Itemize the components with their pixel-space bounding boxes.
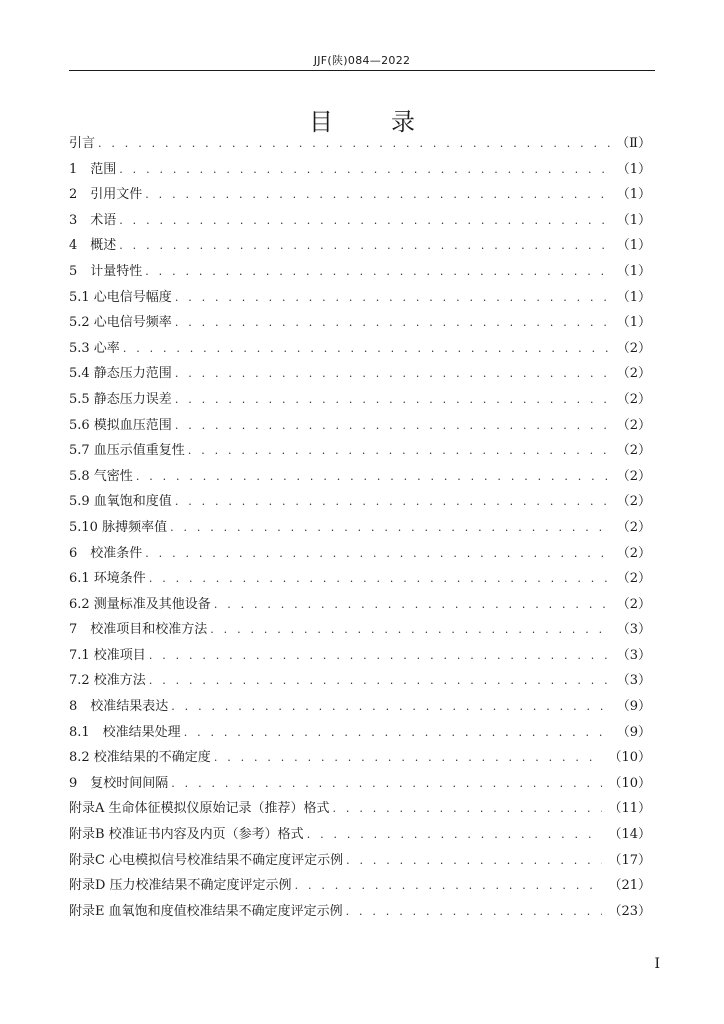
toc-entry-label: 6.1 环境条件	[69, 571, 146, 587]
toc-entry[interactable]	[69, 668, 651, 694]
toc-entry[interactable]	[69, 387, 651, 413]
toc-entry-page: （2）	[616, 596, 651, 612]
toc-leader-dots	[171, 771, 602, 797]
standard-code-header: JJF(陕)084—2022	[313, 54, 411, 67]
toc-leader-dots	[175, 413, 611, 439]
toc-leader-dots	[149, 643, 611, 669]
toc-leader-dots	[149, 668, 611, 694]
toc-entry[interactable]	[69, 771, 651, 797]
toc-entry[interactable]	[69, 720, 651, 746]
toc-entry-label: 附录E 血氧饱和度值校准结果不确定度评定示例	[69, 903, 343, 919]
toc-leader-dots	[119, 233, 610, 259]
toc-entry-label: 9 复校时间间隔	[69, 775, 169, 791]
toc-entry-page: （23）	[608, 903, 651, 919]
toc-entry-page: （9）	[616, 699, 651, 715]
toc-entry-page: （1）	[616, 161, 651, 177]
toc-entry-page: （2）	[616, 545, 651, 561]
toc-entry-label: 8.1 校准结果处理	[69, 724, 181, 740]
toc-entry-page: （Ⅱ）	[616, 136, 651, 151]
toc-entry-label: 4 概述	[69, 238, 117, 254]
toc-entry-label: 5.2 心电信号频率	[69, 315, 172, 331]
toc-entry-page: （9）	[616, 724, 651, 740]
toc-leader-dots	[175, 387, 611, 413]
toc-entry[interactable]	[69, 796, 651, 822]
toc-entry[interactable]	[69, 643, 651, 669]
toc-entry[interactable]	[69, 233, 651, 259]
toc-leader-dots	[149, 566, 611, 592]
toc-entry[interactable]	[69, 336, 651, 362]
toc-entry[interactable]	[69, 592, 651, 618]
toc-entry-page: （3）	[616, 622, 651, 638]
toc-entry-label: 5.1 心电信号幅度	[69, 289, 172, 305]
toc-leader-dots	[346, 848, 602, 874]
toc-entry-label: 7.2 校准方法	[69, 673, 146, 689]
toc-leader-dots	[175, 361, 611, 387]
toc-entry-label: 5.8 气密性	[69, 468, 133, 484]
toc-entry[interactable]	[69, 208, 651, 234]
toc-entry-label: 5.10 脉搏频率值	[69, 519, 168, 535]
toc-entry[interactable]	[69, 259, 651, 285]
toc-entry-label: 附录D 压力校准结果不确定度评定示例	[69, 878, 292, 894]
toc-entry-label: 8 校准结果表达	[69, 699, 169, 715]
toc-entry[interactable]	[69, 157, 651, 183]
toc-leader-dots	[210, 617, 610, 643]
toc-entry-page: （2）	[616, 340, 651, 356]
toc-leader-dots	[175, 310, 611, 336]
toc-entry[interactable]	[69, 489, 651, 515]
toc-entry-page: （17）	[608, 852, 651, 868]
toc-leader-dots	[145, 182, 610, 208]
toc-leader-dots	[333, 796, 603, 822]
toc-entry-label: 2 引用文件	[69, 187, 143, 203]
toc-entry-page: （1）	[616, 289, 651, 305]
toc-entry-page: （1）	[616, 212, 651, 228]
toc-entry-label: 5.5 静态压力误差	[69, 391, 172, 407]
toc-leader-dots	[119, 208, 610, 234]
toc-entry-label: 附录A 生命体征模拟仪原始记录（推荐）格式	[69, 801, 330, 817]
toc-entry-page: （2）	[616, 468, 651, 484]
toc-entry-page: （10）	[608, 775, 651, 791]
toc-entry[interactable]	[69, 822, 651, 848]
toc-entry[interactable]	[69, 131, 651, 157]
toc-leader-dots	[119, 157, 610, 183]
toc-leader-dots	[145, 541, 610, 567]
toc-entry-label: 5.7 血压示值重复性	[69, 443, 185, 459]
toc-entry-page: （3）	[616, 647, 651, 663]
toc-entry-label: 7 校准项目和校准方法	[69, 622, 208, 638]
toc-entry-page: （2）	[616, 366, 651, 382]
toc-leader-dots	[307, 822, 603, 848]
toc-entry[interactable]	[69, 617, 651, 643]
toc-entry-label: 附录C 心电模拟信号校准结果不确定度评定示例	[69, 852, 344, 868]
toc-entry-label: 5.4 静态压力范围	[69, 366, 172, 382]
toc-leader-dots	[184, 720, 611, 746]
toc-leader-dots	[175, 489, 611, 515]
toc-leader-dots	[136, 464, 611, 490]
header-divider	[69, 70, 655, 71]
toc-entry-label: 8.2 校准结果的不确定度	[69, 750, 211, 766]
toc-leader-dots	[214, 745, 603, 771]
toc-entry-label: 5.9 血氧饱和度值	[69, 494, 172, 510]
toc-entry[interactable]	[69, 515, 651, 541]
toc-entry-page: （21）	[608, 878, 651, 894]
toc-entry-page: （10）	[608, 750, 651, 766]
toc-leader-dots	[98, 131, 610, 157]
toc-entry-page: （2）	[616, 391, 651, 407]
toc-leader-dots	[175, 285, 611, 311]
toc-leader-dots	[123, 336, 611, 362]
toc-entry[interactable]	[69, 413, 651, 439]
toc-entry-label: 引言	[69, 136, 96, 151]
toc-entry-label: 5 计量特性	[69, 263, 143, 279]
toc-leader-dots	[188, 438, 611, 464]
toc-entry[interactable]	[69, 361, 651, 387]
toc-entry-page: （1）	[616, 187, 651, 203]
toc-leader-dots	[170, 515, 611, 541]
toc-entry[interactable]	[69, 899, 651, 925]
page-title: 目录	[309, 108, 473, 137]
toc-entry[interactable]	[69, 438, 651, 464]
toc-entry-page: （11）	[608, 801, 651, 817]
toc-leader-dots	[214, 592, 611, 618]
toc-entry-page: （2）	[616, 417, 651, 433]
toc-entry[interactable]	[69, 694, 651, 720]
toc-leader-dots	[295, 873, 603, 899]
toc-entry-label: 6 校准条件	[69, 545, 143, 561]
toc-entry[interactable]	[69, 848, 651, 874]
toc-leader-dots	[346, 899, 603, 925]
toc-entry[interactable]	[69, 566, 651, 592]
toc-entry-page: （14）	[608, 827, 651, 843]
toc-entry[interactable]	[69, 182, 651, 208]
toc-entry-label: 1 范围	[69, 161, 117, 177]
toc-entry[interactable]	[69, 745, 651, 771]
toc-entry-page: （3）	[616, 673, 651, 689]
toc-entry-page: （1）	[616, 238, 651, 254]
toc-entry-page: （1）	[616, 315, 651, 331]
toc-entry-label: 附录B 校准证书内容及内页（参考）格式	[69, 827, 304, 843]
toc-entry[interactable]	[69, 541, 651, 567]
toc-entry-page: （1）	[616, 263, 651, 279]
toc-leader-dots	[145, 259, 610, 285]
toc-entry-page: （2）	[616, 519, 651, 535]
toc-entry-label: 3 术语	[69, 212, 117, 228]
toc-entry[interactable]	[69, 310, 651, 336]
toc-entry[interactable]	[69, 464, 651, 490]
toc-entry[interactable]	[69, 873, 651, 899]
toc-entry-label: 5.3 心率	[69, 340, 120, 356]
toc-entry[interactable]	[69, 285, 651, 311]
toc-entry-label: 5.6 模拟血压范围	[69, 417, 172, 433]
toc-entry-label: 7.1 校准项目	[69, 647, 146, 663]
page-number: I	[654, 956, 660, 972]
toc-entry-page: （2）	[616, 571, 651, 587]
table-of-contents	[69, 131, 651, 924]
toc-leader-dots	[171, 694, 610, 720]
toc-entry-page: （2）	[616, 443, 651, 459]
toc-entry-label: 6.2 测量标准及其他设备	[69, 596, 211, 612]
toc-entry-page: （2）	[616, 494, 651, 510]
